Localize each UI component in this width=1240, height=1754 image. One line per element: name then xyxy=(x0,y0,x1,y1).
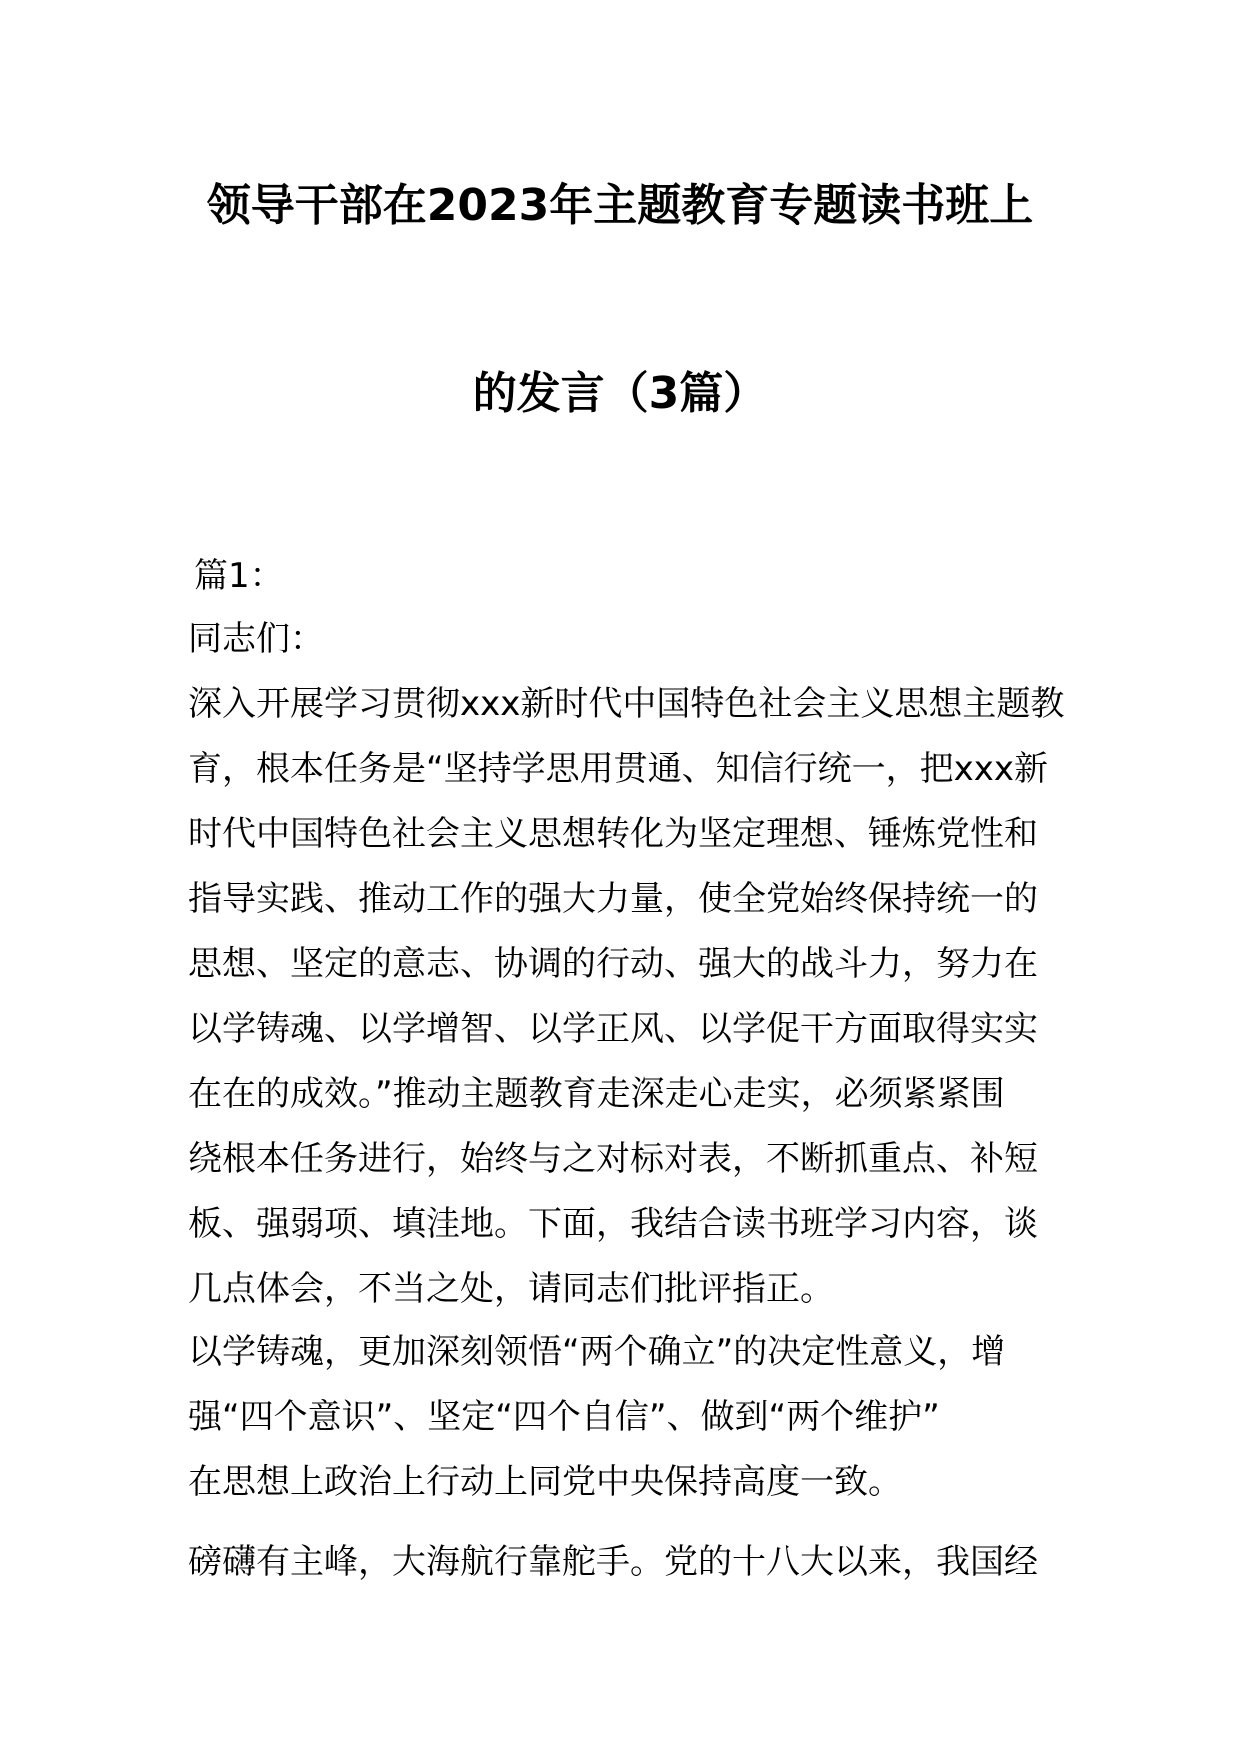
paragraph-block-3 xyxy=(188,1530,1068,1595)
salutation: 同志们： xyxy=(188,619,324,659)
paragraph-1-line: 指导实践、推动工作的强大力量，使全党始终保持统一的 xyxy=(188,879,1038,919)
paragraph-3-line: 磅礴有主峰，大海航行靠舵手。党的十八大以来，我国经 xyxy=(188,1542,1038,1582)
paragraph-1-line: 板、强弱项、填洼地。下面，我结合读书班学习内容，谈 xyxy=(188,1204,1038,1244)
document-title-line-1: 领导干部在2023年主题教育专题读书班上 xyxy=(206,180,1034,231)
paragraph-2-line: 以学铸魂，更加深刻领悟“两个确立”的决定性意义，增 xyxy=(188,1332,1006,1372)
paragraph-1-line: 几点体会，不当之处，请同志们批评指正。 xyxy=(188,1269,834,1309)
paragraph-1-line: 在在的成效。”推动主题教育走深走心走实，必须紧紧围 xyxy=(188,1074,1005,1114)
paragraph-1-line: 绕根本任务进行，始终与之对标对表，不断抓重点、补短 xyxy=(188,1139,1038,1179)
paragraph-2-line: 强“四个意识”、坚定“四个自信”、做到“两个维护” xyxy=(188,1397,940,1437)
section-label: 篇1： xyxy=(194,556,284,596)
paragraph-block-1 xyxy=(188,607,1068,1322)
document-title-line-2: 的发言（3篇） xyxy=(472,368,768,419)
paragraph-1-line: 时代中国特色社会主义思想转化为坚定理想、锤炼党性和 xyxy=(188,814,1038,854)
paragraph-1-line: 思想、坚定的意志、协调的行动、强大的战斗力，努力在 xyxy=(188,944,1038,984)
paragraph-1-line: 深入开展学习贯彻xxx新时代中国特色社会主义思想主题教 xyxy=(188,684,1065,724)
paragraph-2-line: 在思想上政治上行动上同党中央保持高度一致。 xyxy=(188,1462,902,1502)
paragraph-1-line: 育，根本任务是“坚持学思用贯通、知信行统一，把xxx新 xyxy=(188,749,1048,789)
paragraph-block-2 xyxy=(188,1320,1068,1515)
paragraph-1-line: 以学铸魂、以学增智、以学正风、以学促干方面取得实实 xyxy=(188,1009,1038,1049)
